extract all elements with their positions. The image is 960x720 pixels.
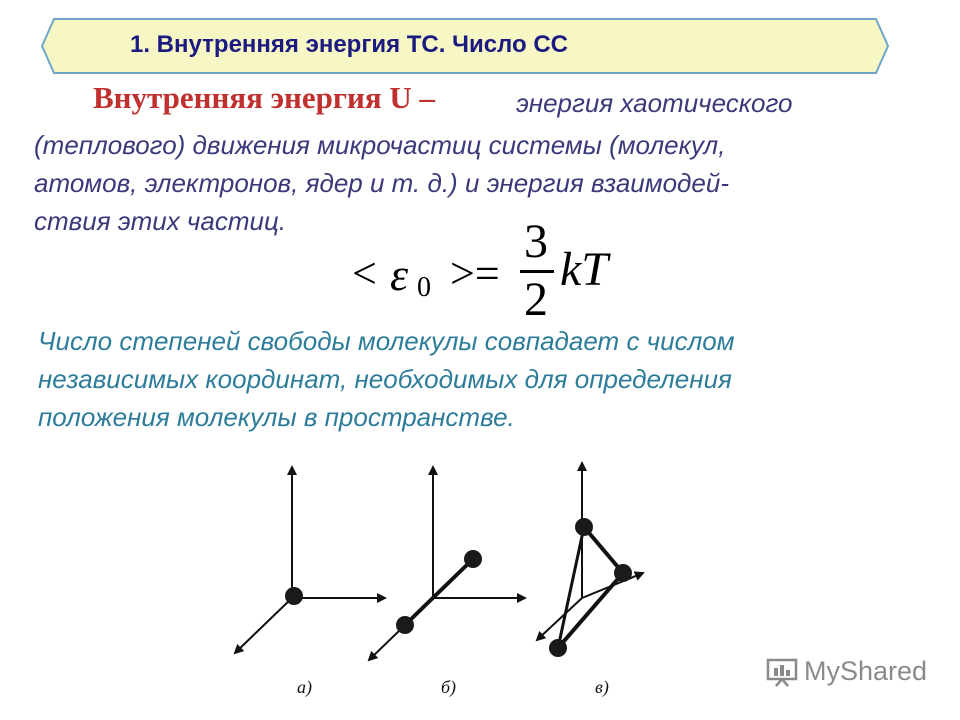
presentation-icon <box>766 657 798 687</box>
atom-b-1 <box>396 616 414 634</box>
formula-numerator: 3 <box>524 215 548 268</box>
definition-line-3: атомов, электронов, ядер и т. д.) и энергия взаимодей- <box>34 168 729 198</box>
formula-denominator: 2 <box>524 273 548 326</box>
formula-subscript: 0 <box>417 272 431 303</box>
dof-line-3: положения молекулы в пространстве. <box>38 402 515 432</box>
myshared-logo <box>766 656 927 687</box>
atom-c-2 <box>614 564 632 582</box>
bond-c-1 <box>584 527 623 573</box>
label-b: б) <box>441 677 457 697</box>
formula-open-bracket: < <box>352 249 377 298</box>
formula-epsilon: ε <box>390 249 409 300</box>
dof-line-2: независимых координат, необходимых для определения <box>38 364 732 394</box>
title-banner <box>40 17 890 75</box>
atom-c-3 <box>549 639 567 657</box>
diagram-monoatomic <box>235 467 385 653</box>
bond-c-2 <box>558 527 584 648</box>
molecule-diagrams <box>225 455 645 705</box>
diagram-triatomic <box>537 463 643 657</box>
slide-title: 1. Внутренняя энергия ТС. Число СС <box>130 31 568 58</box>
definition-term: Внутренняя энергия U – <box>93 80 436 115</box>
diagram-diatomic <box>369 467 525 660</box>
atom-c-1 <box>575 518 593 536</box>
bond-b <box>405 559 473 625</box>
axis-y-a <box>235 598 292 653</box>
definition-line-2: (теплового) движения микрочастиц системы (молекул, <box>34 130 726 160</box>
label-a: а) <box>297 677 312 697</box>
dof-line-1: Число степеней свободы молекулы совпадает с числом <box>38 326 735 356</box>
definition-line-1: энергия хаотического <box>516 88 793 118</box>
watermark-text: MyShared <box>804 656 928 686</box>
atom-b-2 <box>464 550 482 568</box>
label-c: в) <box>595 677 609 697</box>
atom-a <box>285 587 303 605</box>
formula-close-equals: >= <box>450 249 500 298</box>
formula-kt: kT <box>560 243 608 296</box>
axis-y-c <box>537 598 582 640</box>
definition-line-4: ствия этих частиц. <box>34 206 287 236</box>
